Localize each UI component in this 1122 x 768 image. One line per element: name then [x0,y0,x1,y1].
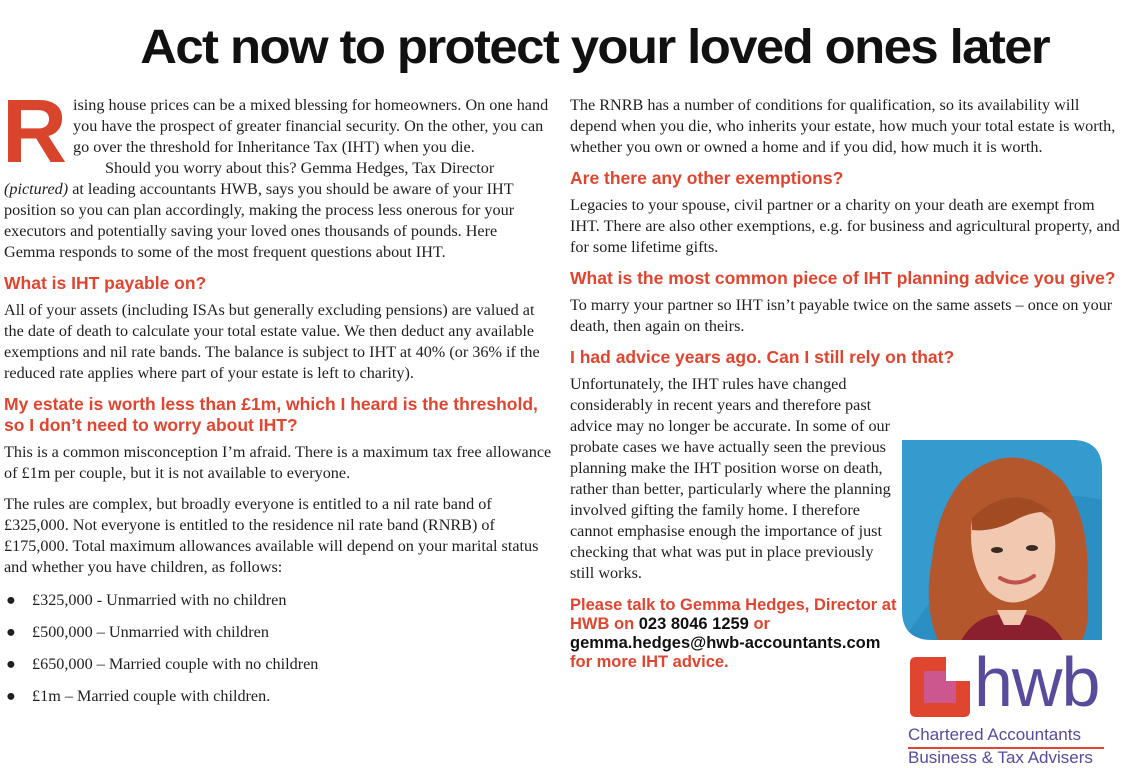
question-heading: I had advice years ago. Can I still rely on that? [570,347,955,367]
hwb-logo-mark-icon [910,657,970,717]
answer-paragraph: To marry your partner so IHT isn’t payable twice on the same assets – once on your death, then again on theirs. [570,296,1113,335]
pictured-note: (pictured) [4,180,69,198]
logo-wordmark: hwb [974,643,1100,721]
answer-paragraph: The rules are complex, but broadly everyone is entitled to a nil rate band of £325,000. Not everyone is entitled to the residence nil rate band (RNRB) of £175,000. Total maximum allowances available will depend on your marital status and whether you have children, as follows: [4,495,539,576]
list-item [4,654,552,675]
question-heading: What is IHT payable on? [4,273,207,293]
portrait-photo-icon [902,440,1102,640]
contact-or: or [753,615,770,633]
list-item-text: £650,000 – Married couple with no children [32,655,319,673]
bullet-icon: ● [6,687,16,705]
bullet-icon: ● [6,623,16,641]
rnrb-paragraph: The RNRB has a number of conditions for qualification, so its availability will depend when you die, who inherits your estate, how much your total estate is worth, whether you own or owned a home and if you did, how much it is worth. [570,96,1116,156]
intro-text-2a: Should you worry about this? Gemma Hedges, Tax Director [105,159,495,177]
list-item-text: £1m – Married couple with children. [32,687,271,705]
drop-cap: R [2,82,67,182]
list-item [4,590,552,611]
answer-paragraph: This is a common misconception I’m afraid. There is a maximum tax free allowance of £1m per couple, but it is not available to everyone. [4,443,552,482]
list-item [4,622,552,643]
contact-lead: Please talk to Gemma Hedges, Director at HWB on [570,596,897,633]
email-link[interactable]: gemma.hedges@hwb-accountants.com [570,634,881,652]
allowance-list [4,590,552,707]
bullet-icon: ● [6,655,16,673]
question-heading: Are there any other exemptions? [570,168,844,188]
question-heading: What is the most common piece of IHT planning advice you give? [570,268,1116,288]
phone-number[interactable]: 023 8046 1259 [638,615,749,633]
contact-tail: for more IHT advice. [570,653,729,671]
bullet-icon: ● [6,591,16,609]
answer-paragraph: All of your assets (including ISAs but generally excluding pensions) are valued at the date of death to calculate your total estate value. We then deduct any available exemptions and nil rate bands. The balance is subject to IHT at 40% (or 36% if the reduced rate applies where part of your estate is left to charity). [4,301,540,382]
list-item-text: £325,000 - Unmarried with no children [32,591,287,609]
left-column [2,82,552,718]
logo-tagline-1: Chartered Accountants [908,725,1081,744]
answer-paragraph: Legacies to your spouse, civil partner or a charity on your death are exempt from IHT. There are also other exemptions, e.g. for business and agricultural property, and for some lifetime gifts. [570,196,1120,256]
list-item-text: £500,000 – Unmarried with children [32,623,269,641]
intro-text: ising house prices can be a mixed blessing for homeowners. On one hand you have the prospect of greater financial security. On the other, you can go over the threshold for Inheritance Tax (IHT) when you die. [73,96,549,156]
answer-paragraph: Unfortunately, the IHT rules have changed considerably in recent years and therefore past advice may no longer be accurate. In some of our probate cases we have actually seen the previous planning make the IHT position worse on death, rather than better, particularly where the planning involved gifting the family home. I therefore cannot emphasise enough the importance of just checking that what was put in place previously still works. [570,375,891,582]
hwb-logo [908,643,1108,767]
question-heading: My estate is worth less than £1m, which I heard is the threshold, so I don’t need to worry about IHT? [4,394,538,435]
logo-tagline-2: Business & Tax Advisers [908,748,1093,767]
contact-callout [570,596,900,672]
portrait-photo [902,440,1102,640]
list-item [4,686,552,707]
intro-text-2b: at leading accountants HWB, says you should be aware of your IHT position so you can plan accordingly, making the process less onerous for your executors and potentially saving your loved ones thousands of pounds. Here Gemma responds to some of the most frequent questions about IHT. [4,180,515,261]
headline: Act now to protect your loved ones later [140,21,1050,74]
intro-paragraph-2 [4,158,552,263]
